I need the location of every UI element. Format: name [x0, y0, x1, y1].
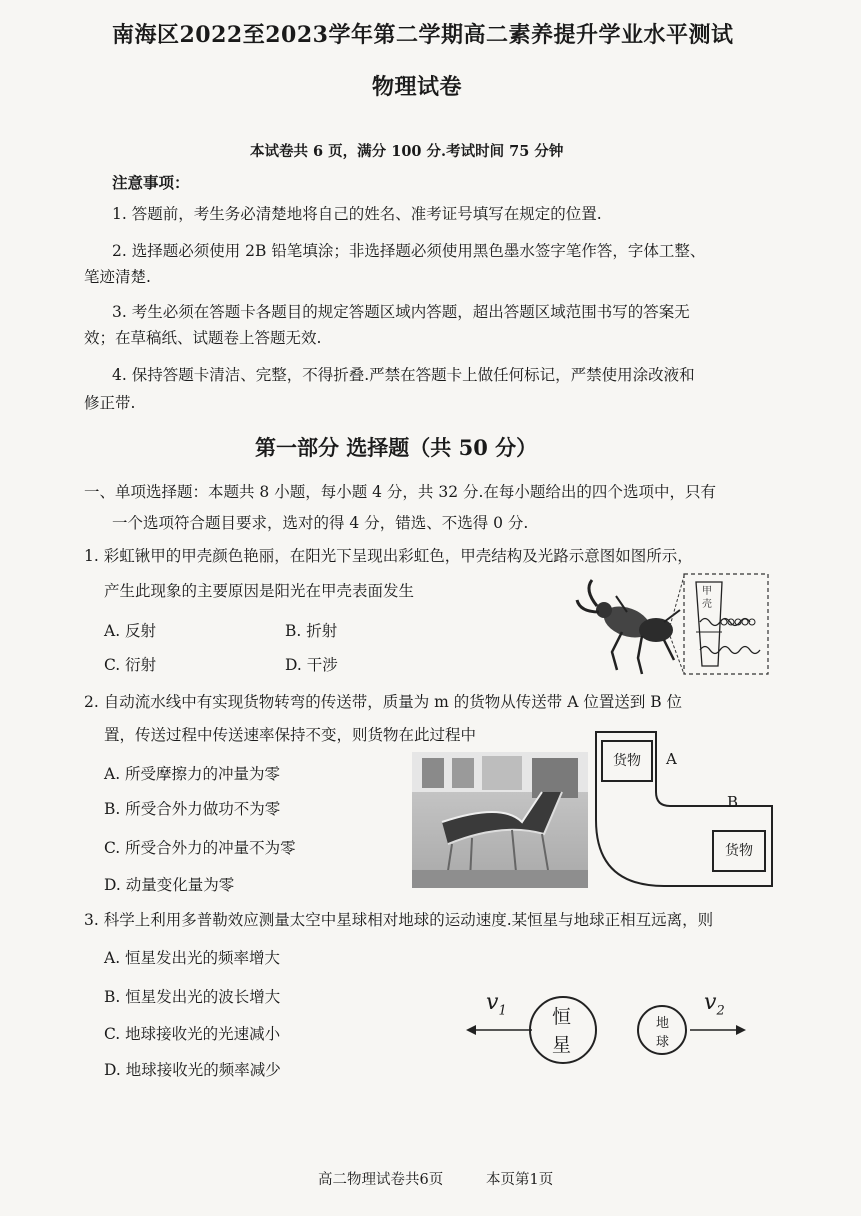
question-1-stem-cont: 产生此现象的主要原因是阳光在甲壳表面发生: [104, 582, 415, 600]
section-intro-cont: 一个选项符合题目要求，选对的得 4 分，错选、不选得 0 分.: [112, 514, 529, 532]
notice-item-4: 4. 保持答题卡清洁、完整，不得折叠.严禁在答题卡上做任何标记，严禁使用涂改液和: [112, 366, 695, 384]
question-2-option-c: C. 所受合外力的冲量不为零: [104, 839, 296, 857]
question-1-option-b: B. 折射: [285, 622, 338, 640]
exam-info: 本试卷共 6 页，满分 100 分.考试时间 75 分钟: [250, 143, 564, 160]
exam-title: 南海区2022至2023学年第二学期高二素养提升学业水平测试: [112, 22, 734, 48]
cargo-box-b: 货物: [712, 830, 766, 872]
point-a-label: A: [666, 750, 677, 768]
notice-item-3: 3. 考生必须在答题卡各题目的规定答题区域内答题，超出答题区域范围书写的答案无: [112, 303, 690, 321]
earth-label-top: 地: [656, 1016, 670, 1031]
notice-item-4-cont: 修正带.: [84, 394, 136, 412]
question-1-option-a: A. 反射: [104, 622, 157, 640]
exam-subtitle: 物理试卷: [372, 74, 463, 100]
velocity-v1-label: $v_1$: [486, 990, 507, 1019]
arrow-right-icon: [736, 1025, 746, 1035]
notice-item-2-cont: 笔迹清楚.: [84, 268, 151, 286]
question-3-option-c: C. 地球接收光的光速减小: [104, 1025, 281, 1043]
question-1-stem: 1. 彩虹锹甲的甲壳颜色艳丽，在阳光下呈现出彩虹色，甲壳结构及光路示意图如图所示，: [84, 547, 693, 565]
question-2-option-b: B. 所受合外力做功不为零: [104, 800, 281, 818]
shell-label-bottom: 壳: [702, 599, 712, 610]
earth-label-bottom: 球: [656, 1035, 670, 1050]
question-3-option-d: D. 地球接收光的频率减少: [104, 1061, 281, 1079]
question-2-option-d: D. 动量变化量为零: [104, 876, 235, 894]
notice-item-2: 2. 选择题必须使用 2B 铅笔填涂；非选择题必须使用黑色墨水签字笔作答，字体工整、: [112, 242, 706, 260]
arrow-left-icon: [466, 1025, 476, 1035]
point-b-label: B: [727, 793, 739, 811]
section-intro: 一、单项选择题：本题共 8 小题，每小题 4 分，共 32 分.在每小题给出的四个选项中，只有: [84, 483, 716, 501]
notice-heading: 注意事项：: [112, 173, 190, 192]
beetle-figure: [572, 570, 772, 680]
star-label-bottom: 星: [552, 1034, 572, 1056]
notice-item-1: 1. 答题前，考生务必清楚地将自己的姓名、准考证号填写在规定的位置.: [112, 205, 602, 223]
cargo-box-a: 货物: [601, 740, 653, 782]
shell-label-top: 甲: [702, 586, 712, 597]
conveyor-photo: [412, 752, 588, 888]
velocity-v2-label: $v_2$: [704, 990, 725, 1019]
question-2-stem-cont: 置，传送过程中传送速率保持不变，则货物在此过程中: [104, 726, 477, 744]
footer-total-pages: 高二物理试卷共6页: [318, 1172, 444, 1188]
footer-page-number: 本页第1页: [486, 1172, 554, 1188]
section-heading: 第一部分 选择题（共 50 分）: [255, 435, 538, 460]
question-1-option-d: D. 干涉: [285, 656, 338, 674]
question-2-option-a: A. 所受摩擦力的冲量为零: [104, 765, 281, 783]
notice-item-3-cont: 效；在草稿纸、试题卷上答题无效.: [84, 329, 322, 347]
question-1-option-c: C. 衍射: [104, 656, 157, 674]
question-3-option-b: B. 恒星发出光的波长增大: [104, 988, 281, 1006]
question-3-option-a: A. 恒星发出光的频率增大: [104, 949, 281, 967]
question-2-stem: 2. 自动流水线中有实现货物转弯的传送带，质量为 m 的货物从传送带 A 位置送到 B 位: [84, 693, 683, 711]
star-label-top: 恒: [552, 1006, 572, 1028]
question-3-stem: 3. 科学上利用多普勒效应测量太空中星球相对地球的运动速度.某恒星与地球正相互远离，则: [84, 911, 714, 929]
